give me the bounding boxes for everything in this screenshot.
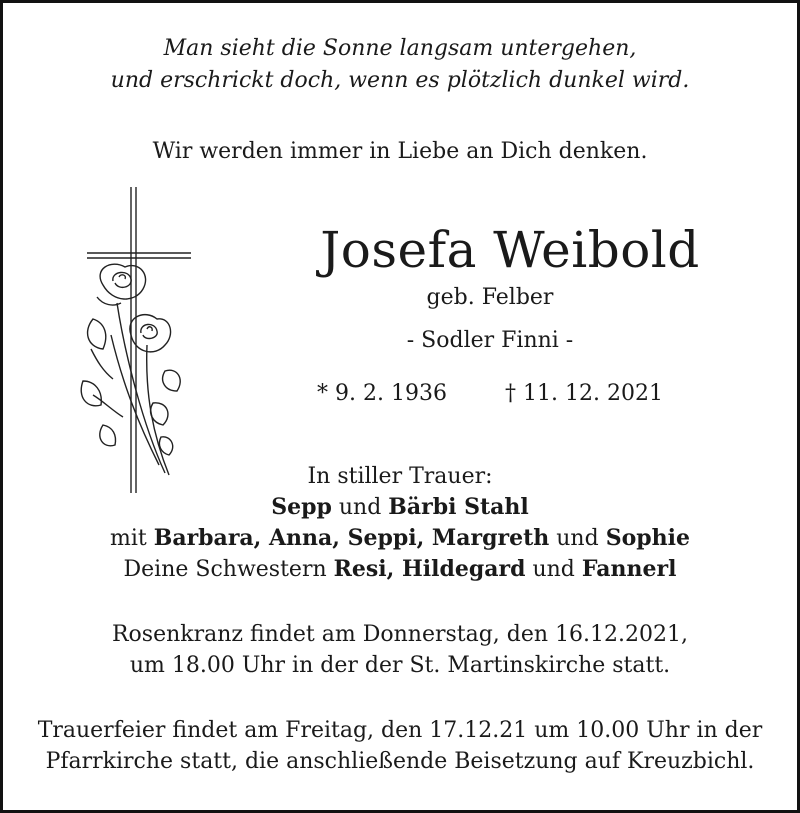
poem-line-2: und erschrickt doch, wenn es plötzlich dunkel wird. [110, 68, 690, 93]
connector-text: und [549, 526, 606, 551]
funeral-line-1: Trauerfeier findet am Freitag, den 17.12.21 um 10.00 Uhr in der [37, 718, 763, 743]
deceased-name: Josefa Weibold [320, 221, 700, 279]
mourner-names: Resi, Hildegard [333, 556, 526, 582]
remembrance-line: Wir werden immer in Liebe an Dich denken. [152, 139, 648, 164]
mourners-block [3, 461, 797, 585]
mourner-name: Sophie [605, 525, 690, 551]
rosary-line-1: Rosenkranz findet am Donnerstag, den 16.12.2021, [111, 622, 689, 647]
connector-text: Deine Schwestern [123, 557, 334, 582]
mourner-name: Fannerl [581, 556, 677, 582]
rosary-notice [3, 619, 797, 681]
funeral-notice [3, 715, 797, 777]
mourners-heading: In stiller Trauer: [307, 464, 493, 489]
maiden-name: geb. Felber [426, 285, 554, 310]
mourners-line-1 [3, 492, 797, 523]
death-date: † 11. 12. 2021 [505, 381, 663, 406]
poem [3, 33, 797, 97]
nickname: - Sodler Finni - [406, 328, 574, 353]
mourner-name: Sepp [271, 494, 332, 520]
life-dates [93, 381, 800, 406]
connector-text: mit [110, 526, 154, 551]
mourner-names: Barbara, Anna, Seppi, Margreth [153, 525, 550, 551]
poem-line-1: Man sieht die Sonne langsam untergehen, [163, 36, 637, 61]
rosary-line-2: um 18.00 Uhr in der der St. Martinskirche statt. [129, 653, 671, 678]
mourner-name: Bärbi Stahl [388, 494, 529, 520]
birth-date: * 9. 2. 1936 [317, 381, 447, 406]
connector-text: und [331, 495, 389, 520]
mourners-line-2 [3, 523, 797, 554]
funeral-line-2: Pfarrkirche statt, die anschließende Beisetzung auf Kreuzbichl. [45, 749, 755, 774]
mourners-line-3 [3, 554, 797, 585]
connector-text: und [525, 557, 582, 582]
